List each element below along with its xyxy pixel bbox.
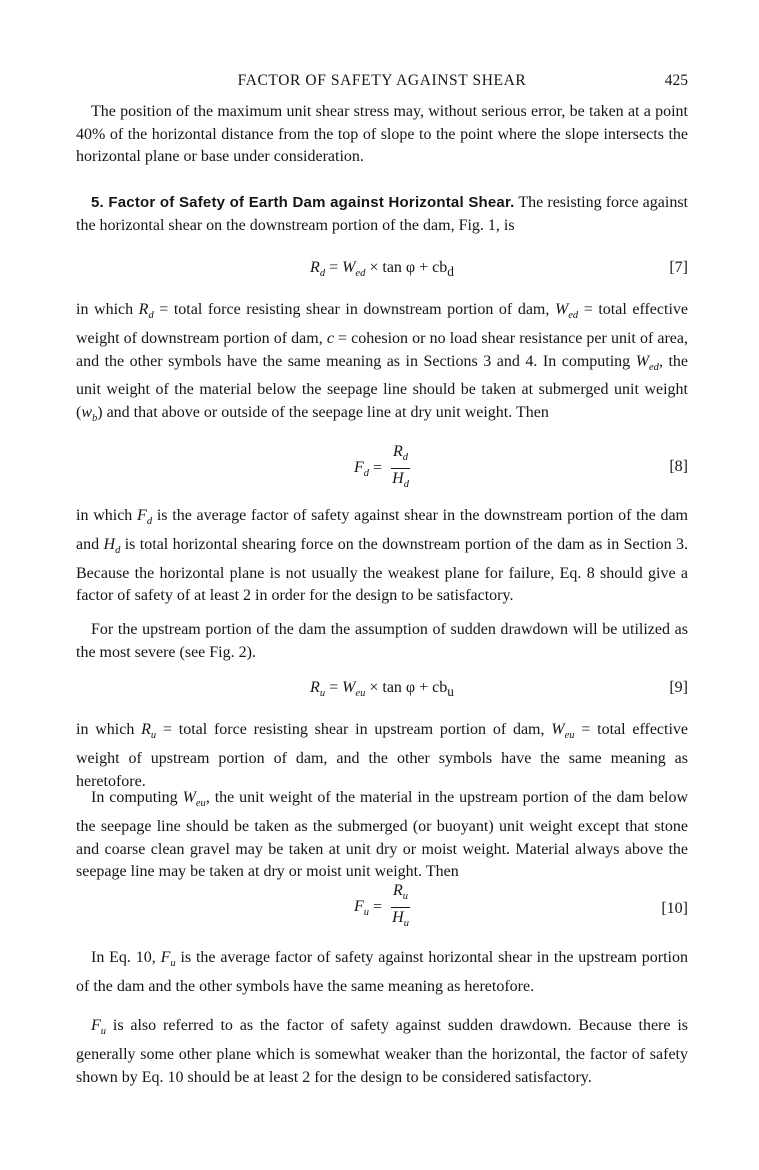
paragraph-max-shear-position: The position of the maximum unit shear stress may, without serious error, be taken at a point 40% of the horizontal distance from the top of slope to the point where the slope intersects the horizontal plane or base under consideration. (76, 103, 688, 166)
page-number: 425 (664, 72, 688, 89)
equation-7-number: [7] (669, 259, 688, 276)
equation-7 (76, 259, 688, 299)
equation-8-number: [8] (669, 458, 688, 475)
paragraph-section-5 (76, 192, 688, 237)
running-header (76, 72, 688, 96)
equation-9-expression: $R_u = W_{eu} \times \tan \varphi + cb_u$ (310, 679, 454, 700)
running-title: FACTOR OF SAFETY AGAINST SHEAR (237, 72, 527, 89)
equation-9 (76, 679, 688, 719)
fraction-ru-over-hu: $\frac{R_u}{H_u}$ (392, 882, 409, 930)
section-heading: 5. Factor of Safety of Earth Dam against Horizontal Shear. (91, 194, 515, 211)
fraction-rd-over-hd: $\frac{R_d}{H_d}$ (392, 443, 409, 491)
section-5-intro: The resisting force against the horizontal shear on the downstream portion of the dam, Fig. 1, is (76, 194, 689, 234)
paragraph-eq8-definitions: in which $F_d$ is the average factor of safety against shear in the downstream portion of the dam and $H_d$ is total horizontal shearing force on the downstream portion of the dam as in Section 3. Because the horizontal plane is not usually the weakest plane for failure, Eq. 8 should give a factor of safety of at least 2 in order for the design to be satisfactory. (76, 507, 689, 605)
paragraph-sudden-drawdown-factor: $F_u$ is also referred to as the factor of safety against sudden drawdown. Because there is generally some other plane which is somewhat weaker than the horizontal, the factor of safety shown by Eq. 10 should be at least 2 for the design to be considered satisfactory. (76, 1017, 688, 1086)
equation-10-number: [10] (661, 900, 688, 917)
equation-9-number: [9] (669, 679, 688, 696)
equation-10 (76, 882, 688, 932)
paragraph-eq9-definitions: in which $R_u$ = total force resisting shear in upstream portion of dam, $W_{eu}$ = total effective weight of upstream portion of dam, and the other symbols have the same meaning as heretofore. (76, 721, 689, 790)
equation-8-expression: $F_d$ = $\frac{R_d}{H_d}$ (76, 443, 688, 494)
paragraph-eq7-definitions: in which $R_d$ = total force resisting shear in downstream portion of dam, $W_{ed}$ = total effective weight of downstream portion of dam, c = cohesion or no load shear resistance per unit of area, and the other symbols have the same meaning as in Sections 3 and 4. In computing $W_{ed}$, the unit weight of the material below the seepage line should be taken at submerged unit weight $(w_b)$ and that above or outside of the seepage line at dry unit weight. Then (76, 301, 689, 425)
paragraph-upstream-drawdown: For the upstream portion of the dam the assumption of sudden drawdown will be utilized as the most severe (see Fig. 2). (76, 621, 688, 661)
equation-7-expression: $R_d = W_{ed} \times \tan \varphi + cb_d$ (310, 259, 454, 280)
paragraph-eq10-definitions: In Eq. 10, $F_u$ is the average factor of safety against horizontal shear in the upstream portion of the dam and the other symbols have the same meaning as heretofore. (76, 949, 688, 995)
equation-10-expression: $F_u$ = $\frac{R_u}{H_u}$ (76, 882, 688, 933)
equation-8 (76, 443, 688, 493)
paragraph-computing-weu: In computing $W_{eu}$, the unit weight of the material in the upstream portion of the dam below the seepage line should be taken as the submerged (or buoyant) unit weight except that stone and coarse clean gravel may be taken at unit dry or moist weight. Material always above the seepage line may be taken at dry or moist unit weight. Then (76, 789, 689, 881)
